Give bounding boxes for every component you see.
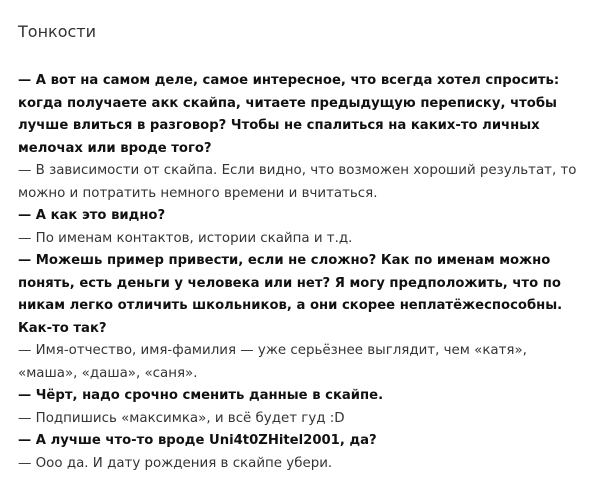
question-line: — Чёрт, надо срочно сменить данные в скайпе. <box>18 388 384 403</box>
answer-line: — Имя-отчество, имя-фамилия — уже серьёзнее выглядит, чем «катя», <box>18 343 527 358</box>
answer-line: — Ооо да. И дату рождения в скайпе убери. <box>18 455 333 471</box>
answer-line: — Подпишись «максимка», и всё будет гуд :D <box>18 410 345 426</box>
question-line: мелочах или вроде того? <box>18 140 212 156</box>
question-line: никам легко отличить школьников, а они скорее неплатёжеспособны. <box>18 298 563 313</box>
article-heading: Тонкости <box>18 22 96 41</box>
answer-line: «маша», «даша», «саня». <box>18 365 198 381</box>
question-line: — А вот на самом деле, самое интересное, что всегда хотел спросить: <box>18 73 560 88</box>
answer-line: — По именам контактов, истории скайпа и т.д. <box>18 230 353 246</box>
question-line: — А как это видно? <box>18 208 166 223</box>
question-line: — А лучше что-то вроде Uni4t0ZHitel2001, да? <box>18 433 377 448</box>
interview-dialog <box>18 70 603 475</box>
question-line: понять, есть деньги у человека или нет? Я могу предположить, что по <box>18 275 561 291</box>
question-line: когда получаете акк скайпа, читаете предыдущую переписку, чтобы <box>18 95 557 111</box>
question-line: — Можешь пример привести, если не сложно? Как по именам можно <box>18 253 551 268</box>
answer-line: можно и потратить немного времени и вчитаться. <box>18 185 378 201</box>
question-line: лучше влиться в разговор? Чтобы не спалиться на каких-то личных <box>18 118 540 133</box>
question-line: Как-то так? <box>18 320 107 336</box>
answer-line: — В зависимости от скайпа. Если видно, что возможен хороший результат, то <box>18 163 577 178</box>
